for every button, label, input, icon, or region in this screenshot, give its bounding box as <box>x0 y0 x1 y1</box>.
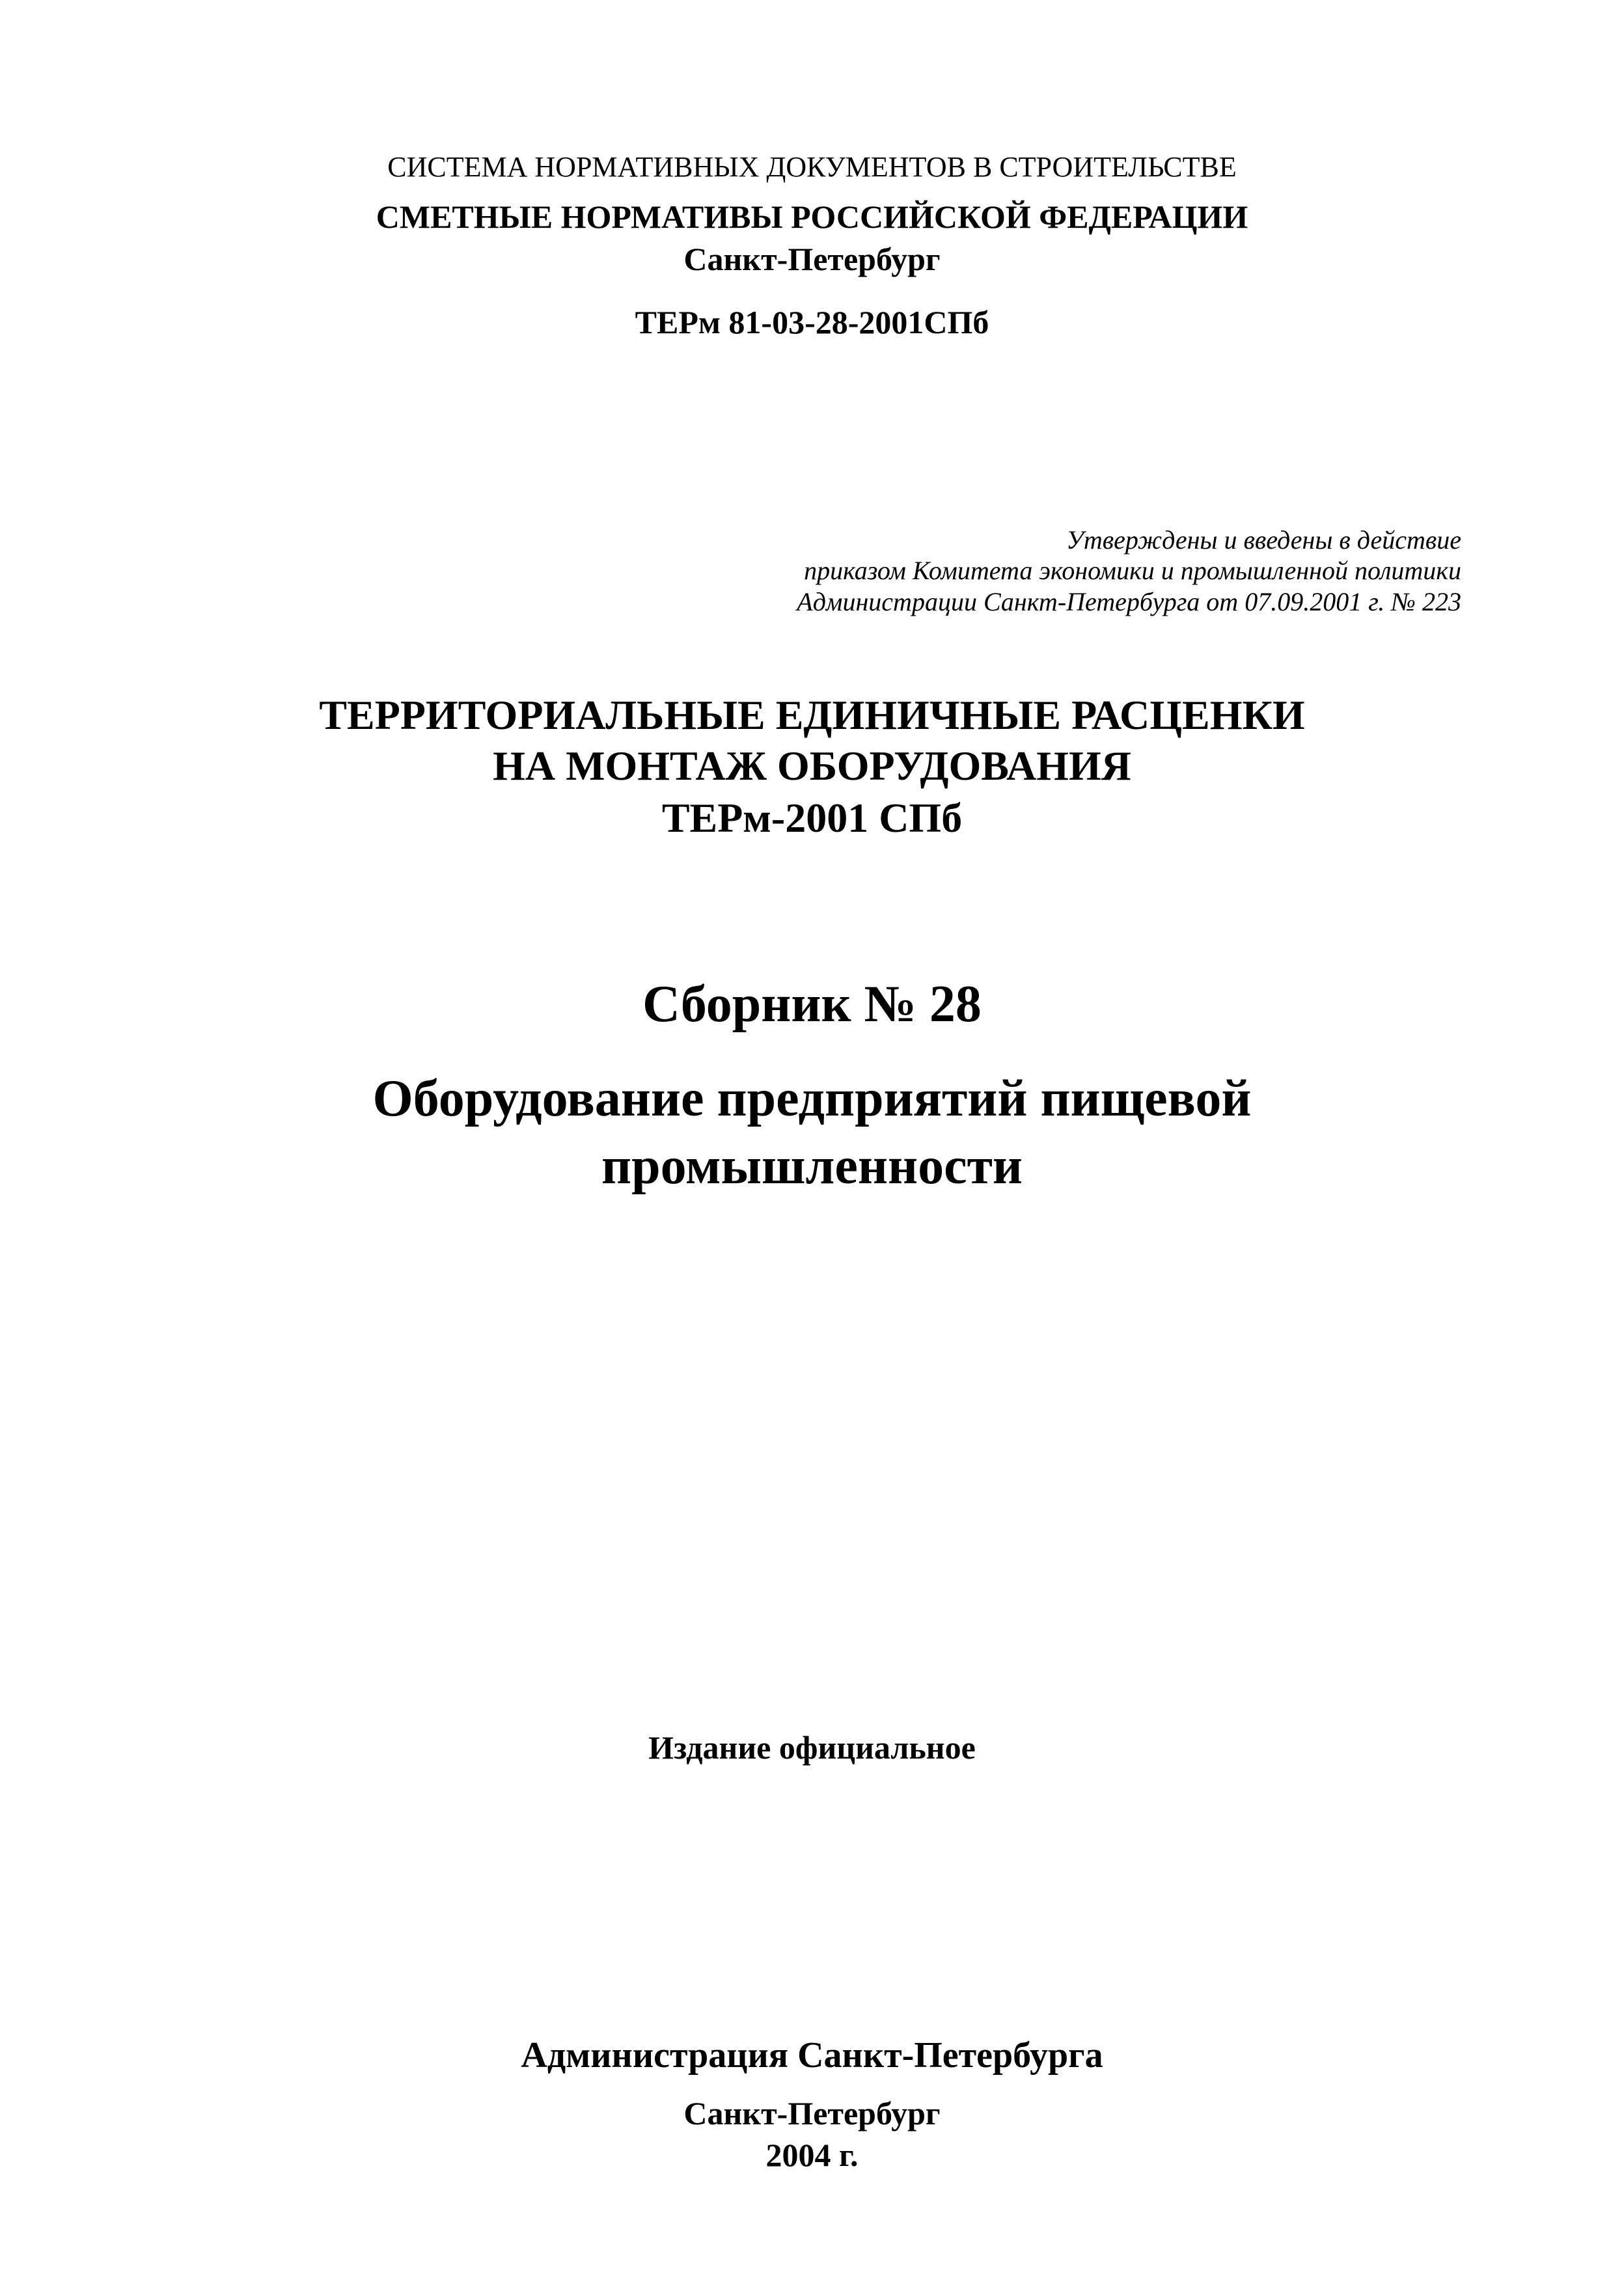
collection-name-line-1: Оборудование предприятий пищевой <box>372 1070 1252 1127</box>
footer-city: Санкт-Петербург <box>683 2095 941 2131</box>
system-heading: СИСТЕМА НОРМАТИВНЫХ ДОКУМЕНТОВ В СТРОИТЕЛЬСТВЕ <box>387 151 1237 183</box>
main-title-line-1: ТЕРРИТОРИАЛЬНЫЕ ЕДИНИЧНЫЕ РАСЦЕНКИ <box>319 692 1305 738</box>
edition-label: Издание официальное <box>648 1729 976 1766</box>
main-title-line-3: ТЕРм-2001 СПб <box>661 795 963 841</box>
city-heading: Санкт-Петербург <box>683 241 941 277</box>
collection-name-line-2: промышленности <box>601 1138 1023 1195</box>
collection-number: Сборник № 28 <box>642 976 982 1033</box>
publisher: Администрация Санкт-Петербурга <box>521 2035 1103 2076</box>
approval-line-2: приказом Комитета экономики и промышленной политики <box>804 556 1461 585</box>
document-code: ТЕРм 81-03-28-2001СПб <box>635 304 989 340</box>
main-title-line-2: НА МОНТАЖ ОБОРУДОВАНИЯ <box>493 743 1131 789</box>
approval-line-3: Администрации Санкт-Петербурга от 07.09.2001 г. № 223 <box>797 587 1461 616</box>
footer-year: 2004 г. <box>765 2137 859 2173</box>
norms-heading: СМЕТНЫЕ НОРМАТИВЫ РОССИЙСКОЙ ФЕДЕРАЦИИ <box>376 199 1248 235</box>
approval-line-1: Утверждены и введены в действие <box>1066 525 1461 555</box>
